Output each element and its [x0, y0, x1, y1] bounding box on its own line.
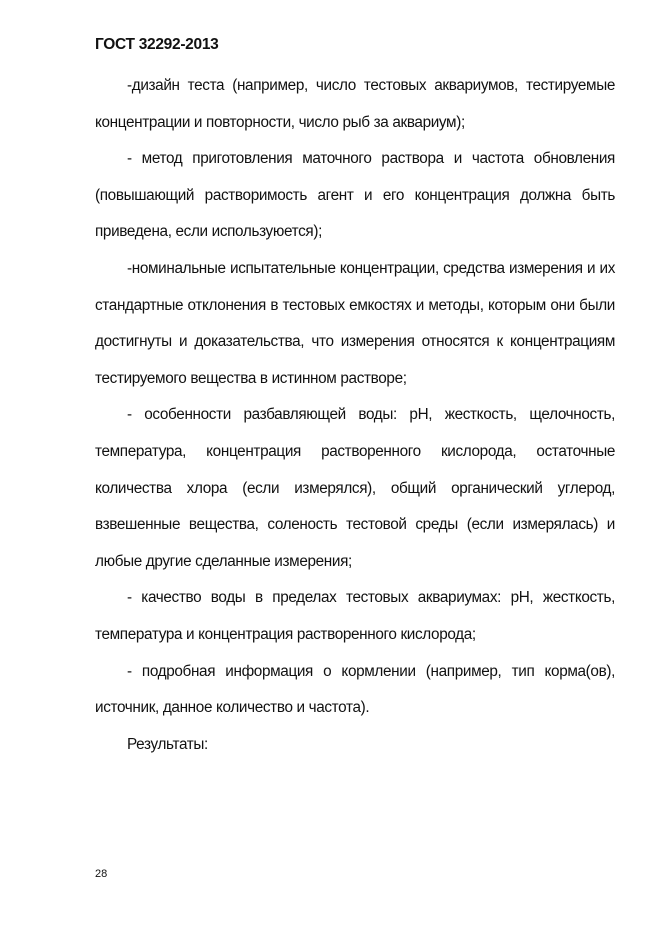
paragraph-test-design: -дизайн теста (например, число тестовых аквариумов, тестируемые концентрации и повторности, число рыб за аквариум);	[95, 77, 615, 131]
document-header: ГОСТ 32292-2013	[95, 36, 219, 53]
paragraph-nominal-concentrations: -номинальные испытательные концентрации, средства измерения и их стандартные отклонения в тестовых емкостях и методы, которым они были достигнуты и доказательства, что измерения относятся к концентрациям тестируемого вещества в истинном растворе;	[95, 259, 615, 387]
page-number: 28	[95, 868, 108, 880]
document-body	[95, 68, 615, 763]
paragraph-stock-solution: - метод приготовления маточного раствора и частота обновления (повышающий растворимость агент и его концентрация должна быть приведена, если используюется);	[95, 150, 615, 241]
paragraph-dilution-water: - особенности разбавляющей воды: pH, жесткость, щелочность, температура, концентрация растворенного кислорода, остаточные количества хлора (если измерялся), общий органический углерод, взвешенные вещества, соленость тестовой среды (если измерялась) и любые другие сделанные измерения;	[95, 406, 615, 570]
results-heading: Результаты:	[127, 735, 208, 753]
paragraph-feeding: - подробная информация о кормлении (например, тип корма(ов), источник, данное количество и частота).	[95, 662, 615, 717]
paragraph-water-quality: - качество воды в пределах тестовых аквариумах: pH, жесткость, температура и концентрация растворенного кислорода;	[95, 589, 615, 643]
